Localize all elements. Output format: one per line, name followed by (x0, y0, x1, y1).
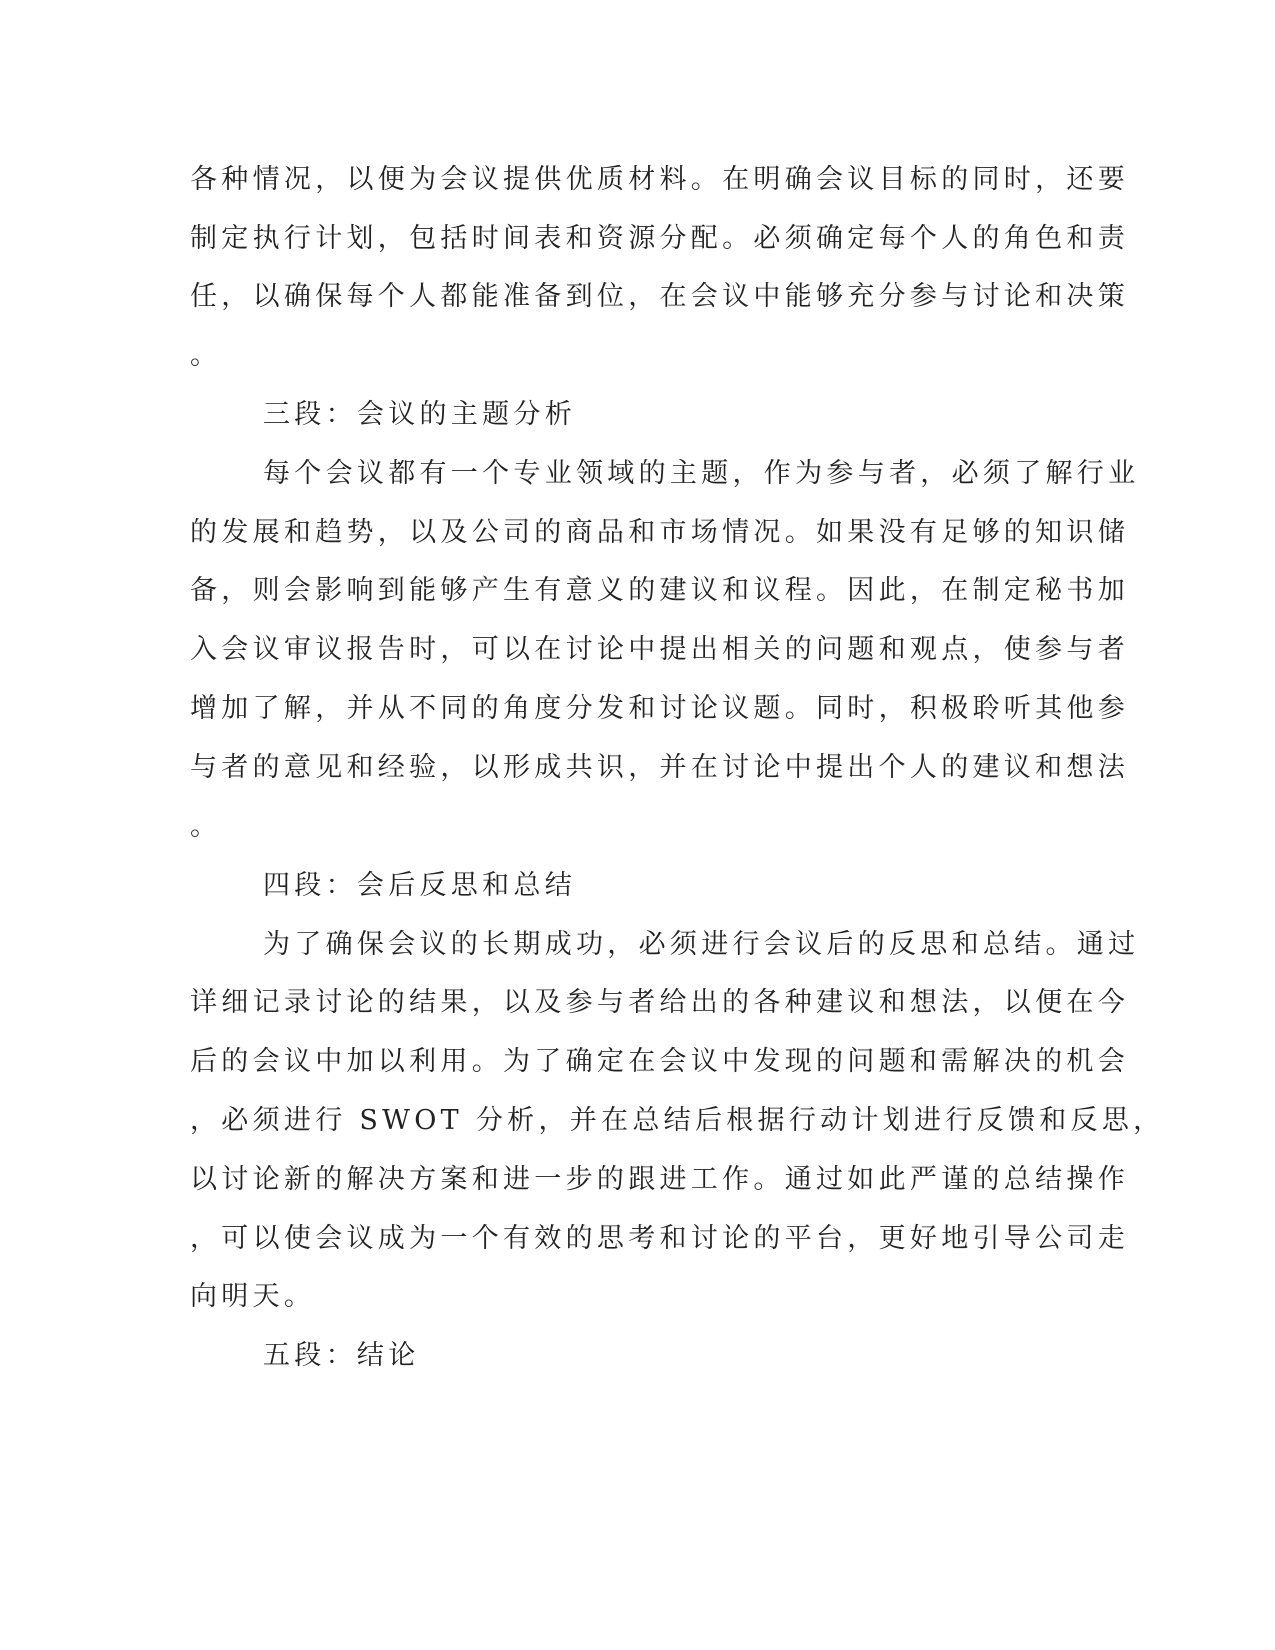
paragraph-line: 向明天。 (190, 1281, 316, 1312)
paragraph-line: ，必须进行 SWOT 分析，并在总结后根据行动计划进行反馈和反思， (190, 1105, 1165, 1136)
paragraph-line: 制定执行计划，包括时间表和资源分配。必须确定每个人的角色和责 (190, 223, 1129, 254)
paragraph-line: 以讨论新的解决方案和进一步的跟进工作。通过如此严谨的总结操作 (190, 1164, 1129, 1195)
paragraph-line: 。 (190, 811, 222, 842)
section-heading: 四段：会后反思和总结 (263, 870, 576, 901)
section-heading: 三段：会议的主题分析 (263, 399, 576, 430)
paragraph-line: 为了确保会议的长期成功，必须进行会议后的反思和总结。通过 (263, 929, 1140, 960)
section-heading: 五段：结论 (263, 1340, 420, 1371)
paragraph-line: 各种情况，以便为会议提供优质材料。在明确会议目标的同时，还要 (190, 164, 1129, 195)
paragraph-line: 备，则会影响到能够产生有意义的建议和议程。因此，在制定秘书加 (190, 575, 1129, 606)
paragraph-line: 任，以确保每个人都能准备到位，在会议中能够充分参与讨论和决策 (190, 281, 1129, 312)
paragraph-line: 每个会议都有一个专业领域的主题，作为参与者，必须了解行业 (263, 458, 1140, 489)
paragraph-line: 入会议审议报告时，可以在讨论中提出相关的问题和观点，使参与者 (190, 634, 1129, 665)
paragraph-line: 。 (190, 340, 222, 371)
paragraph-line: 的发展和趋势，以及公司的商品和市场情况。如果没有足够的知识储 (190, 517, 1129, 548)
paragraph-line: ，可以使会议成为一个有效的思考和讨论的平台，更好地引导公司走 (190, 1223, 1129, 1254)
paragraph-line: 后的会议中加以利用。为了确定在会议中发现的问题和需解决的机会 (190, 1046, 1129, 1077)
paragraph-line: 与者的意见和经验，以形成共识，并在讨论中提出个人的建议和想法 (190, 752, 1129, 783)
paragraph-line: 增加了解，并从不同的角度分发和讨论议题。同时，积极聆听其他参 (190, 693, 1129, 724)
paragraph-line: 详细记录讨论的结果，以及参与者给出的各种建议和想法，以便在今 (190, 987, 1129, 1018)
